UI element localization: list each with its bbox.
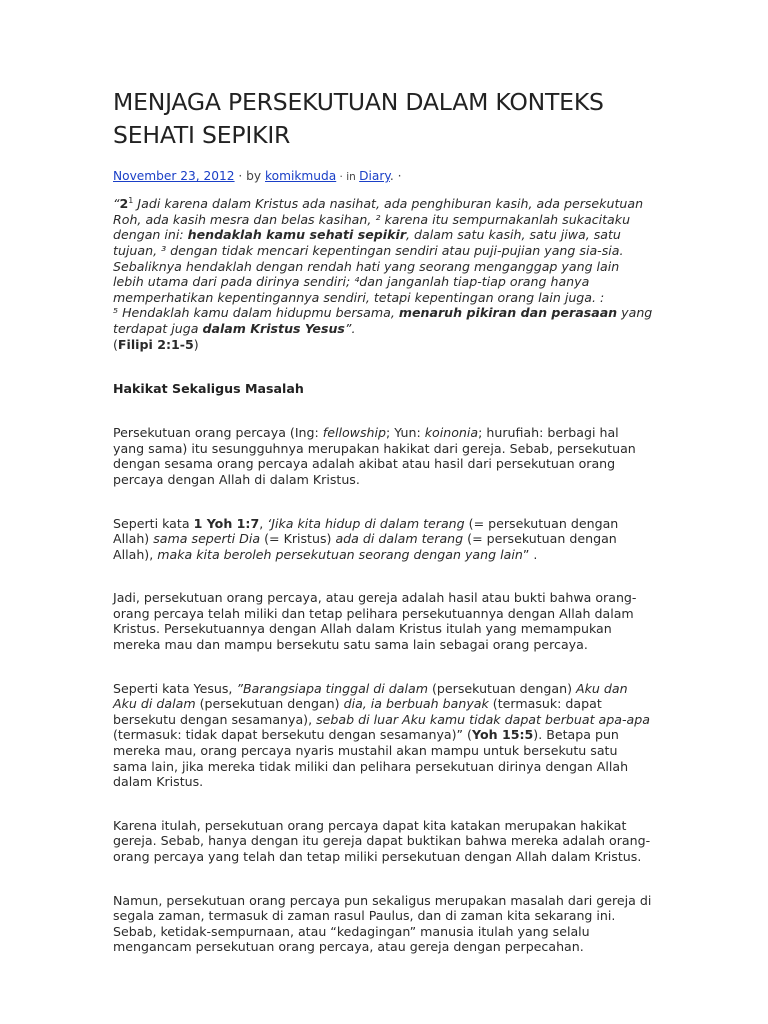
text: (persekutuan dengan) [195,696,344,712]
paragraph-2 [113,516,653,563]
text: ; Yun: [386,425,425,441]
paragraph-1 [113,425,653,487]
text-italic: ‘Jika kita hidup di dalam terang [267,515,465,531]
text: ). Betapa pun mereka mau, orang percaya nyaris mustahil akan mampu untuk bersekutu satu sama lain, jika mereka tidak miliki dan pelihara persekutuan dirinya dengan Allah dalam Kristus. [113,727,629,790]
text: Seperti kata Yesus, [113,680,237,696]
meta-in: · in [336,171,360,183]
text: (= Kristus) [260,531,336,547]
text: ; hurufiah: berbagi hal yang sama) itu sesungguhnya merupakan hakikat dari gereja. Sebab, persekutuan dengan sesama orang percaya adalah akibat atau hasil dari persekutuan orang percaya dengan Allah di dalam Kristus. [113,425,636,487]
text: ” . [522,546,538,562]
post-date-link[interactable]: November 23, 2012 [113,169,235,183]
quote-text: yang terdapat juga [113,305,653,336]
text-italic: ”Barangsiapa tinggal di dalam [236,680,429,696]
category-link[interactable]: Diary [359,169,390,183]
quote-text: dengan tidak mencari kepentingan sendiri atau puji-pujian yang sia-sia. Sebaliknya hendaklah dengan rendah hati yang seorang menganggap yang lain lebih utama dari pada dirinya sendiri; [113,242,624,290]
page-title: MENJAGA PERSEKUTUAN DALAM KONTEKS SEHATI SEPIKIR [113,88,604,149]
meta-by: · by [234,169,266,183]
text: Seperti kata [113,515,194,531]
text-italic: sebab di luar Aku kamu tidak dapat berbuat apa-apa [316,711,650,727]
verse-reference: 1 Yoh 1:7 [193,515,260,531]
quote-emphasis: hendaklah kamu sehati sepikir [187,227,407,243]
paragraph-3: Jadi, persekutuan orang percaya, atau gereja adalah hasil atau bukti bahwa orang-orang percaya telah miliki dan tetap pelihara persekutuannya dengan Allah dalam Kristus. Persekutuannya dengan Allah dalam Kristus itulah yang memampukan mereka mau dan mampu bersekutu satu sama lain sebagai orang percaya. [113,590,637,653]
paragraph-6: Namun, persekutuan orang percaya pun sekaligus merupakan masalah dari gereja di segala zaman, termasuk di zaman rasul Paulus, dan di zaman kita sekarang ini. Sebab, ketidak-sempurnaan, atau “kedagingan” manusia itulah yang selalu mengancam persekutuan orang percaya, atau gereja dengan perpecahan. [113,892,652,955]
ref-paren: ) [193,336,199,352]
text-italic: koinonia [424,425,479,441]
verse-reference: Yoh 15:5 [471,727,534,743]
paragraph-5: Karena itulah, persekutuan orang percaya dapat kita katakan merupakan hakikat gereja. Sebab, hanya dengan itu gereja dapat buktikan bahwa mereka adalah orang-orang percaya yang telah dan tetap miliki persekutuan dengan Allah dalam Kristus. [113,817,651,864]
text-italic: dia, ia berbuah banyak [343,696,489,712]
quote-close: ”. [344,320,356,336]
scripture-reference [113,337,199,352]
text: , [259,515,268,531]
meta-tail: . · [389,169,402,183]
text: (termasuk: tidak dapat bersekutu dengan sesamanya)” ( [113,727,472,743]
quote-text: karena itu sempurnakanlah sukacitaku dengan ini: [113,211,631,243]
author-link[interactable]: komikmuda [265,169,337,183]
quote-emphasis: dalam Kristus Yesus [202,320,345,336]
text-italic: maka kita beroleh persekutuan seorang dengan yang lain [157,546,523,562]
quote-text: Hendaklah kamu dalam hidupmu bersama, [118,305,399,321]
ref-paren: ( [113,336,118,352]
article [113,86,653,955]
quote-emphasis: menaruh pikiran dan perasaan [398,305,618,321]
text: (= persekutuan dengan Allah), [113,531,617,562]
ref-text: Filipi 2:1-5 [117,336,194,352]
text-italic: Aku dan Aku di dalam [113,680,628,712]
verse-number: 2 [119,196,129,212]
verse-number: ⁵ [113,305,119,321]
text: (= persekutuan dengan Allah) [113,515,619,547]
verse-number: ³ [161,242,167,258]
text-italic: sama seperti Dia [153,531,261,547]
quote-text: , dalam satu kasih, satu jiwa, satu tujuan, [113,227,621,258]
verse-number: ⁴ [354,274,360,290]
paragraph-4 [113,681,653,790]
verse-number-sup: 1 [128,196,134,205]
text: (persekutuan dengan) [428,680,577,696]
text: Persekutuan orang percaya (Ing: [113,425,323,441]
text-italic: fellowship [322,425,387,441]
post-meta [113,168,653,185]
quote-open: “ [113,196,120,212]
quote-text: Jadi karena dalam Kristus ada nasihat, ada penghiburan kasih, ada persekutuan Roh, ada kasih mesra dan belas kasihan, [113,196,644,227]
section-heading: Hakikat Sekaligus Masalah [113,381,304,397]
quote-text: dan janganlah tiap-tiap orang hanya memperhatikan kepentingannya sendiri, tetapi kepentingan orang lain juga. : [113,274,605,305]
text-italic: ada di dalam terang [335,531,464,547]
verse-number: ² [375,211,381,227]
text: (termasuk: dapat bersekutu dengan sesamanya), [113,696,602,727]
scripture-quote [113,193,653,352]
